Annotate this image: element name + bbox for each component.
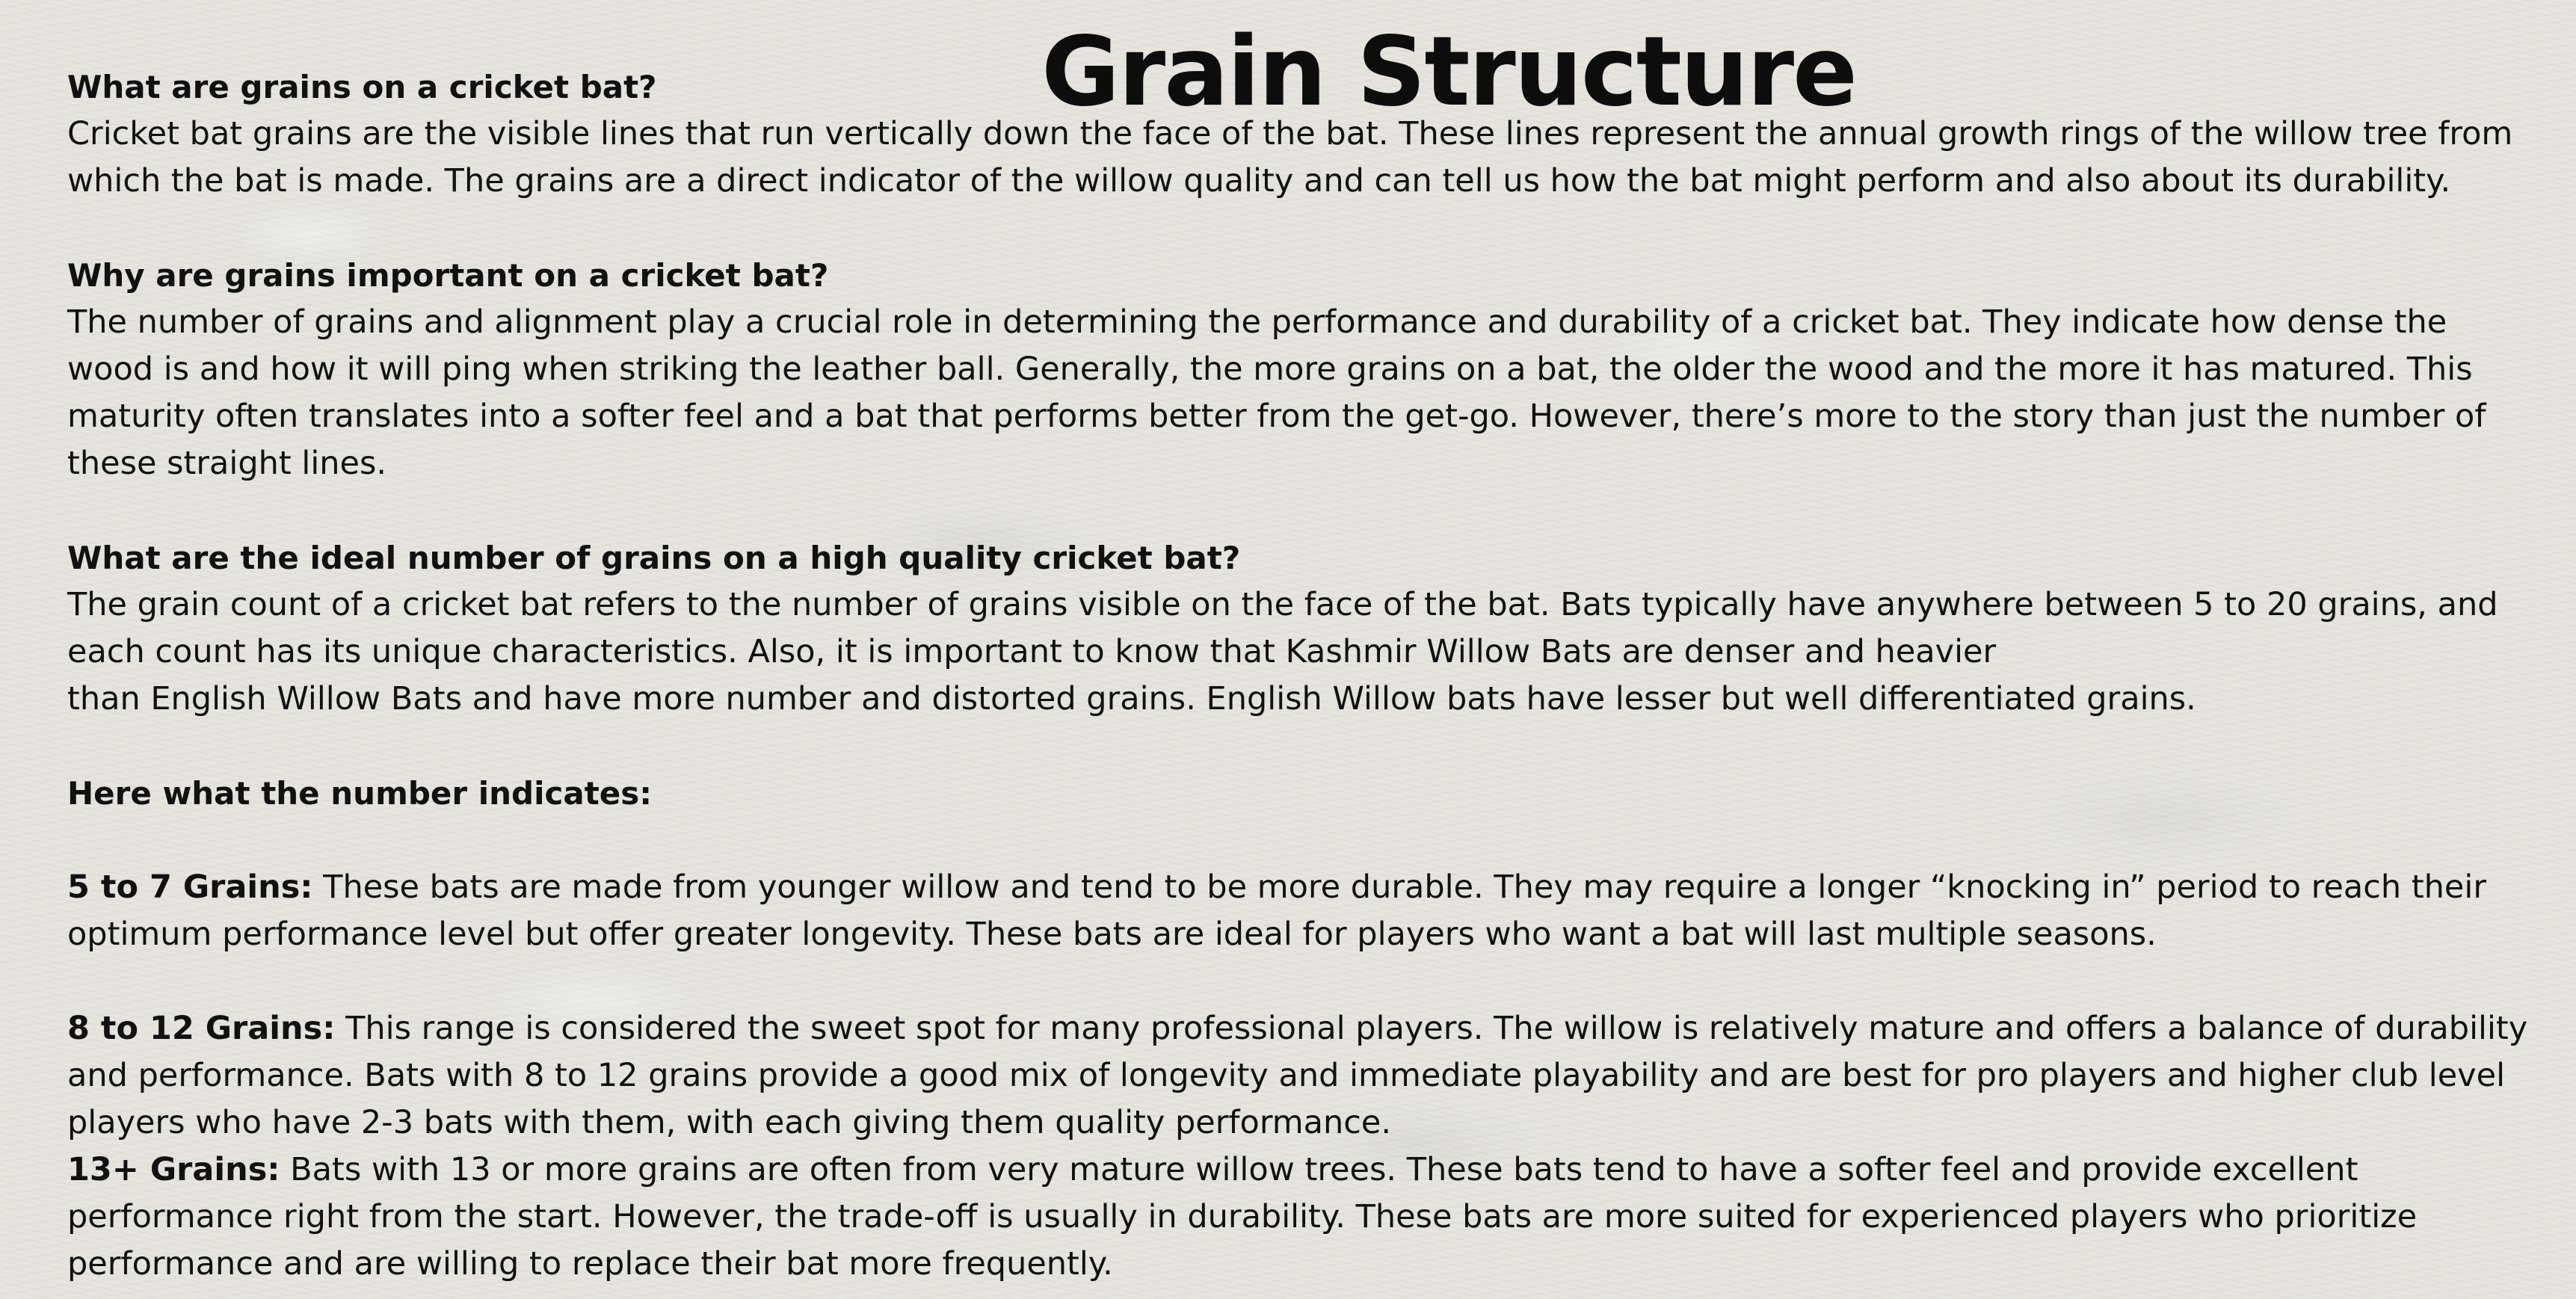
grain-range-label: 13+ Grains: <box>67 1151 280 1188</box>
grain-range-label: 5 to 7 Grains: <box>67 868 313 906</box>
paragraph-line: performance right from the start. However, the trade-off is usually in durability. These bats are more suited for experienced players who prioritize <box>67 1198 2418 1235</box>
paragraph-line: each count has its unique characteristics. Also, it is important to know that Kashmir Willow Bats are denser and heavier <box>67 633 1997 670</box>
grain-range-text: This range is considered the sweet spot for many professional players. The willow is relatively mature and offers a balance of durability <box>335 1010 2528 1047</box>
spacer <box>67 205 2527 252</box>
grain-range-text: These bats are made from younger willow and tend to be more durable. They may require a longer “knocking in” period to reach their <box>312 868 2487 906</box>
spacer <box>67 487 2527 534</box>
paragraph-line: wood is and how it will ping when striking the leather ball. Generally, the more grains on a bat, the older the wood and the more it has matured. This <box>67 351 2473 388</box>
grain-range-5-to-7 <box>67 864 2527 911</box>
section-heading-what-are-grains: What are grains on a cricket bat? <box>67 69 657 105</box>
section-heading-why-important: Why are grains important on a cricket bat? <box>67 257 829 294</box>
paragraph-line: than English Willow Bats and have more number and distorted grains. English Willow bats have lesser but well differentiated grains. <box>67 680 2196 718</box>
paragraph-line: players who have 2-3 bats with them, with each giving them quality performance. <box>67 1104 1392 1141</box>
paragraph-line: performance and are willing to replace their bat more frequently. <box>67 1245 1113 1283</box>
grain-range-13-plus <box>67 1147 2527 1194</box>
grain-range-text: Bats with 13 or more grains are often from very mature willow trees. These bats tend to have a softer feel and provide excellent <box>280 1151 2358 1188</box>
section-heading-ideal-number: What are the ideal number of grains on a high quality cricket bat? <box>67 540 1241 576</box>
section-heading-number-indicates: Here what the number indicates: <box>67 775 653 812</box>
paragraph-line: Cricket bat grains are the visible lines that run vertically down the face of the bat. These lines represent the annual growth rings of the willow tree from <box>67 115 2513 152</box>
article-body <box>67 64 2527 1288</box>
paragraph-line: optimum performance level but offer greater longevity. These bats are ideal for players who want a bat will last multiple seasons. <box>67 916 2157 953</box>
spacer <box>67 817 2527 864</box>
grain-range-8-to-12 <box>67 1005 2527 1052</box>
paragraph-line: maturity often translates into a softer feel and a bat that performs better from the get-go. However, there’s more to the story than just the number of <box>67 398 2486 435</box>
grain-range-label: 8 to 12 Grains: <box>67 1010 336 1047</box>
spacer <box>67 723 2527 770</box>
page-title: Grain Structure <box>1041 16 1856 128</box>
paragraph-line: these straight lines. <box>67 445 387 482</box>
spacer <box>67 958 2527 1005</box>
paragraph-line: which the bat is made. The grains are a direct indicator of the willow quality and can tell us how the bat might perform and also about its durability. <box>67 162 2451 200</box>
paragraph-line: The grain count of a cricket bat refers to the number of grains visible on the face of the bat. Bats typically have anywhere between 5 to 20 grains, and <box>67 586 2498 623</box>
paragraph-line: The number of grains and alignment play a crucial role in determining the performance and durability of a cricket bat. They indicate how dense the <box>67 303 2447 341</box>
paragraph-line: and performance. Bats with 8 to 12 grains provide a good mix of longevity and immediate playability and are best for pro players and higher club level <box>67 1057 2506 1094</box>
